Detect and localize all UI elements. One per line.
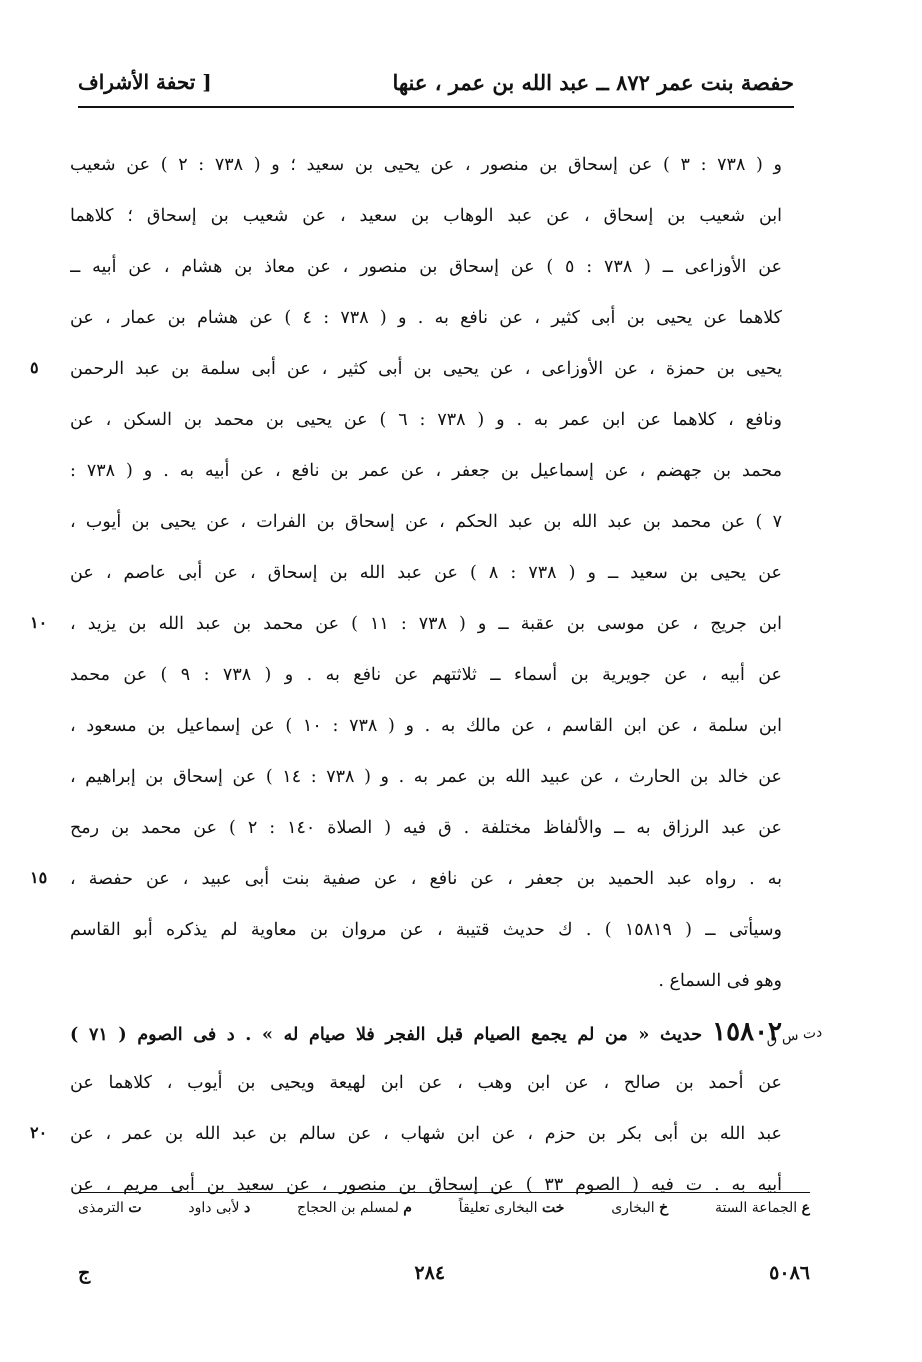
text-line: و ( ٧٣٨ : ٣ ) عن إسحاق بن منصور ، عن يحيى بن سعيد ؛ و ( ٧٣٨ : ٢ ) عن شعيب xyxy=(70,155,782,175)
text-line: وهو فى السماع . xyxy=(658,971,782,991)
legend-item: ع الجماعة الستة xyxy=(714,1200,810,1216)
text-line: عن خالد بن الحارث ، عن عبيد الله بن عمر به . و ( ٧٣٨ : ١٤ ) عن إسحاق بن إبراهيم ، xyxy=(70,767,782,787)
legend-item: م لمسلم بن الحجاج xyxy=(297,1200,412,1216)
main-text xyxy=(70,140,782,1211)
entry-line: عبد الله بن أبى بكر بن حزم ، عن ابن شهاب ، عن سالم بن عبد الله بن عمر ، عن xyxy=(70,1124,782,1144)
page-footer xyxy=(78,1262,810,1284)
entry-number: ١٥٨٠٢ xyxy=(712,1017,782,1047)
line-number-15: ١٥ xyxy=(30,868,48,887)
text-line: ٧ ) عن محمد بن عبد الله بن عبد الحكم ، عن إسحاق بن الفرات ، عن يحيى بن أيوب ، xyxy=(70,512,782,532)
legend-item: خ البخارى xyxy=(611,1200,669,1216)
text-line: عن يحيى بن سعيد ــ و ( ٧٣٨ : ٨ ) عن عبد الله بن إسحاق ، عن أبى عاصم ، عن xyxy=(70,563,782,583)
text-line: محمد بن جهضم ، عن إسماعيل بن جعفر ، عن عمر بن نافع ، عن أبيه به . و ( ٧٣٨ : xyxy=(70,461,782,481)
text-line: ابن جريج ، عن موسى بن عقبة ــ و ( ٧٣٨ : ١١ ) عن محمد بن عبد الله بن يزيد ، xyxy=(70,614,782,634)
text-line: به . رواه عبد الحميد بن جعفر ، عن نافع ، عن صفية بنت أبى عبيد ، عن حفصة ، xyxy=(70,869,782,889)
footer-divider xyxy=(78,1192,810,1193)
text-line: ونافع ، كلاهما عن ابن عمر به . و ( ٧٣٨ : ٦ ) عن يحيى بن محمد بن السكن ، عن xyxy=(70,410,782,430)
text-line: يحيى بن حمزة ، عن الأوزاعى ، عن يحيى بن أبى كثير ، عن أبى سلمة بن عبد الرحمن xyxy=(70,359,782,379)
line-number-10: ١٠ xyxy=(30,613,48,632)
legend-item: د لأبى داود xyxy=(188,1200,251,1216)
header-series: [ تحفة الأشراف xyxy=(78,70,212,94)
text-line: عن الأوزاعى ــ ( ٧٣٨ : ٥ ) عن إسحاق بن منصور ، عن معاذ بن هشام ، عن أبيه ــ xyxy=(70,257,782,277)
line-number-5: ٥ xyxy=(30,358,39,377)
entry-side-note: دت س ق xyxy=(764,1024,823,1048)
abbreviation-legend xyxy=(78,1200,810,1216)
entry-line: عن أحمد بن صالح ، عن ابن وهب ، عن ابن لهيعة ويحيى بن أيوب ، كلاهما عن xyxy=(70,1073,782,1093)
text-line: وسيأتى ــ ( ١٥٨١٩ ) . ك حديث قتيبة ، عن مروان بن معاوية لم يذكره أبو القاسم xyxy=(70,920,782,940)
page-number: ٢٨٤ xyxy=(414,1262,446,1284)
entry-line: أبيه به . ت فيه ( الصوم ٣٣ ) عن إسحاق بن منصور ، عن سعيد بن أبى مريم ، عن xyxy=(70,1175,782,1195)
entry-heading-line xyxy=(70,1007,782,1058)
text-line: ابن سلمة ، عن ابن القاسم ، عن مالك به . و ( ٧٣٨ : ١٠ ) عن إسماعيل بن مسعود ، xyxy=(70,716,782,736)
line-number-20: ٢٠ xyxy=(30,1123,48,1142)
running-header xyxy=(78,62,794,108)
text-line: عن أبيه ، عن جويرية بن أسماء ــ ثلاثتهم عن نافع به . و ( ٧٣٨ : ٩ ) عن محمد xyxy=(70,665,782,685)
entry-heading: حديث « من لم يجمع الصيام قبل الفجر فلا صيام له » . د فى الصوم ( ٧١ ) xyxy=(70,1025,703,1045)
footer-left-mark: ج xyxy=(78,1262,91,1284)
legend-item: ت الترمذى xyxy=(78,1200,142,1216)
footer-right-number: ٥٠٨٦ xyxy=(769,1262,810,1284)
text-line: عن عبد الرزاق به ــ والألفاظ مختلفة . ق فيه ( الصلاة ١٤٠ : ٢ ) عن محمد بن رمح xyxy=(70,818,782,838)
text-line: ابن شعيب بن إسحاق ، عن عبد الوهاب بن سعيد ، عن شعيب بن إسحاق ؛ كلاهما xyxy=(70,206,782,226)
header-title: حفصة بنت عمر ٨٧٢ ــ عبد الله بن عمر ، عنها xyxy=(392,69,794,95)
text-line: كلاهما عن يحيى بن أبى كثير ، عن نافع به . و ( ٧٣٨ : ٤ ) عن هشام بن عمار ، عن xyxy=(70,308,782,328)
legend-item: خت البخارى تعليقاً xyxy=(458,1200,565,1216)
